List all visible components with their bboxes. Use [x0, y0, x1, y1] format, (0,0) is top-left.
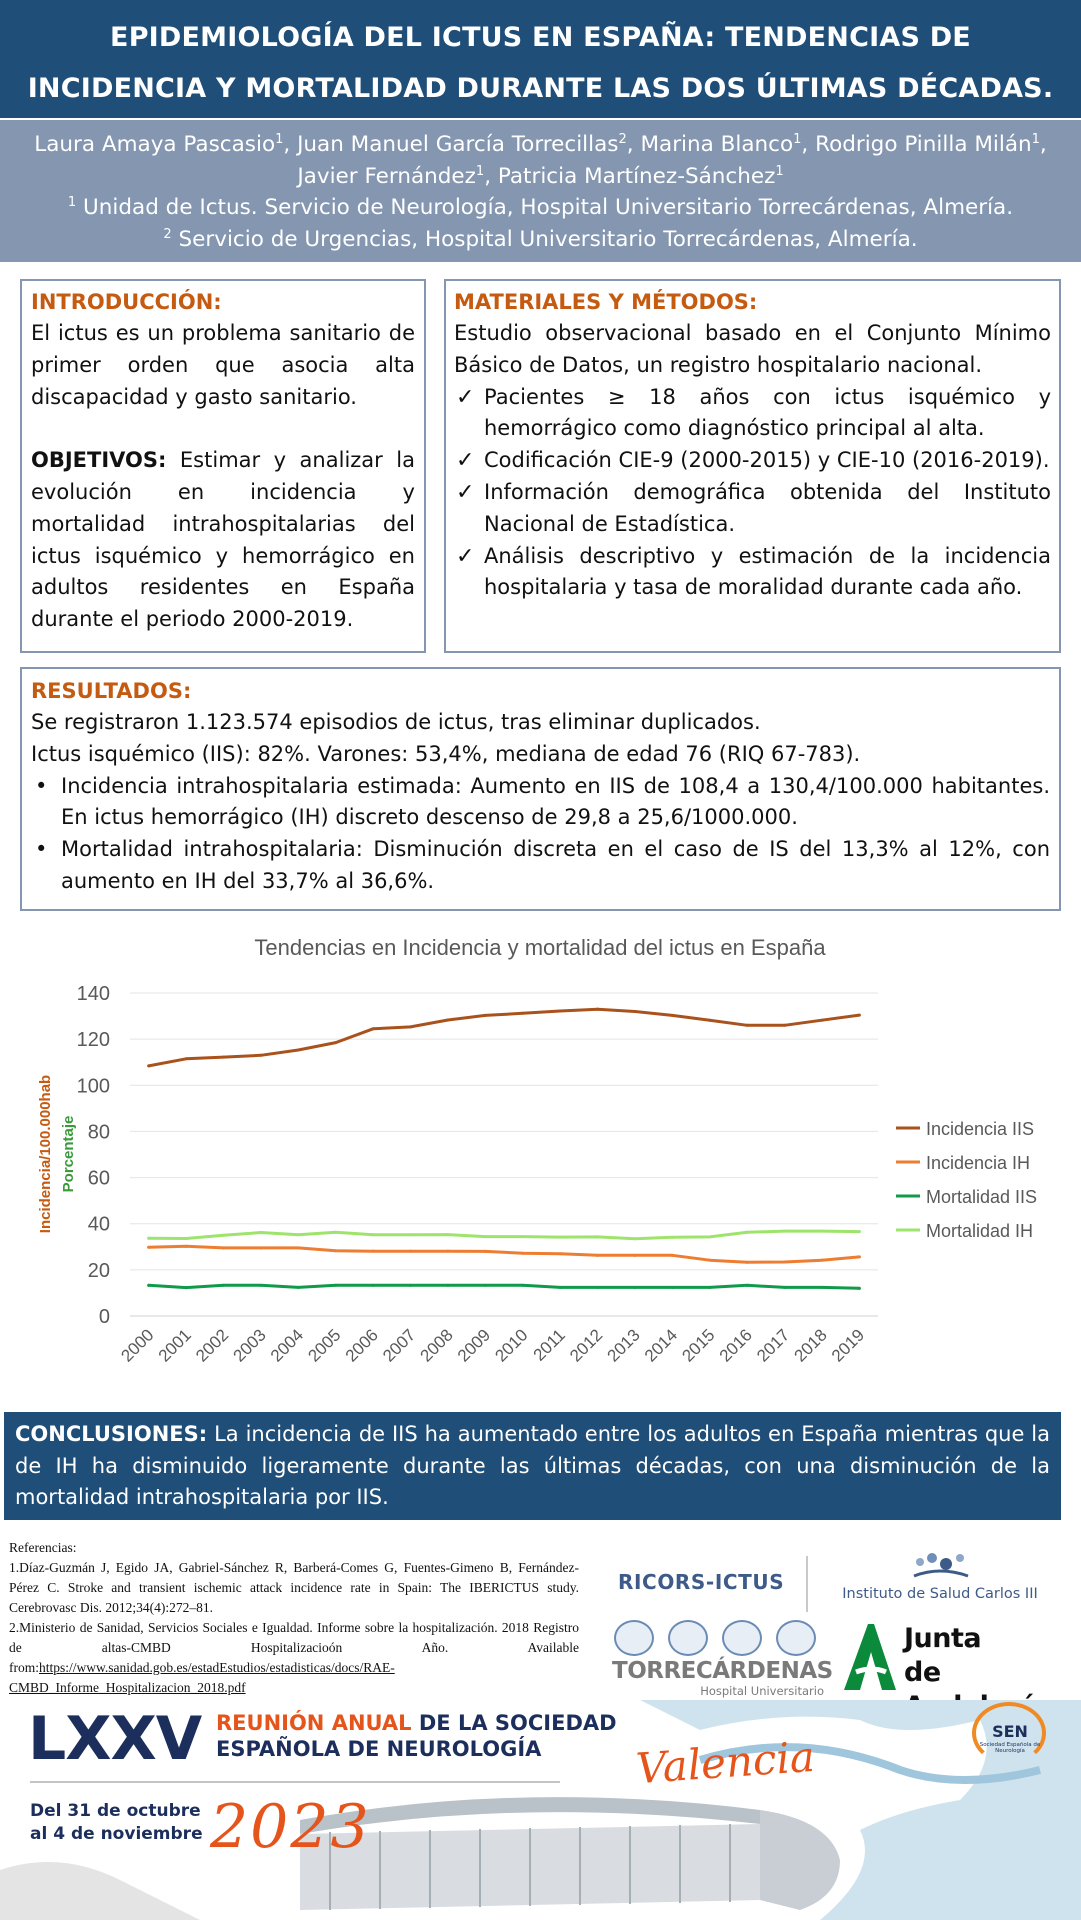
x-tick-label: 2011	[529, 1325, 569, 1365]
data-point	[746, 1231, 749, 1234]
author-sup: 1	[475, 163, 485, 179]
authors-banner	[0, 120, 1081, 262]
results-line-1: Se registraron 1.123.574 episodios de ictus, tras eliminar duplicados.	[31, 710, 761, 734]
data-point	[746, 1261, 749, 1264]
data-point	[820, 1019, 823, 1022]
intro-box	[20, 279, 426, 653]
data-point	[334, 1284, 337, 1287]
series-line	[149, 1231, 860, 1239]
results-box	[20, 667, 1061, 911]
x-tick-label: 2005	[304, 1325, 345, 1366]
bullet-icon: •	[35, 837, 48, 862]
check-icon: ✓	[456, 448, 475, 474]
intro-title: INTRODUCCIÓN:	[31, 290, 222, 314]
chart-series	[147, 1008, 861, 1290]
author-sup: 2	[618, 132, 627, 147]
congress-year: 2023	[210, 1792, 371, 1862]
data-point	[372, 1250, 375, 1253]
affiliation-sup: 2	[163, 226, 172, 242]
results-title: RESULTADOS:	[31, 679, 192, 703]
hospital-building-icon	[776, 1620, 816, 1656]
poster-title	[0, 12, 1081, 114]
data-point	[633, 1286, 636, 1289]
series-incidencia-iis	[147, 1008, 861, 1068]
author-name: , Marina Blanco	[626, 132, 794, 157]
congress-dates-line-2: al 4 de noviembre	[30, 1824, 203, 1844]
authors-line-2	[0, 161, 1081, 193]
data-point	[409, 1233, 412, 1236]
data-point	[185, 1245, 188, 1248]
legend-item	[896, 1187, 1037, 1207]
series-incidencia-ih	[147, 1245, 861, 1264]
congress-city: Valencia	[634, 1731, 817, 1794]
congress-edition: LXXV	[28, 1704, 202, 1774]
x-tick-label: 2015	[678, 1325, 719, 1366]
list-item	[454, 445, 1051, 477]
data-point	[559, 1009, 562, 1012]
data-point	[446, 1018, 449, 1021]
x-tick-label: 2000	[117, 1325, 158, 1366]
hospital-building-icon	[668, 1620, 708, 1656]
legend-label: Incidencia IH	[926, 1153, 1031, 1173]
x-tick-label: 2014	[640, 1325, 682, 1366]
data-point	[297, 1286, 300, 1289]
data-point	[521, 1012, 524, 1015]
data-point	[185, 1237, 188, 1240]
data-point	[372, 1233, 375, 1236]
series-mortalidad-iis	[147, 1284, 861, 1290]
y-tick-label: 100	[76, 1075, 110, 1098]
congress-dates-line-1: Del 31 de octubre	[30, 1801, 201, 1821]
ricors-ictus-logo: RICORS-ICTUS	[618, 1570, 785, 1594]
isciii-emblem-icon	[820, 1548, 1060, 1584]
data-point	[820, 1286, 823, 1289]
series-line	[149, 1246, 860, 1262]
reference-2-text: 2.Ministerio de Sanidad, Servicios Sociales e Igualdad. Informe sobre la hospitalización. 2018 Registro de altas-CMBD Hospitalizacioón Año. Available from:	[9, 1620, 579, 1675]
data-point	[446, 1284, 449, 1287]
intro-line: discapacidad y gasto sanitario.	[31, 384, 357, 409]
chart-title: Tendencias en Incidencia y mortalidad del ictus en España	[254, 935, 826, 960]
x-tick-label: 2006	[341, 1325, 382, 1366]
references	[9, 1538, 579, 1698]
y-tick-label: 140	[76, 983, 110, 1005]
x-tick-label: 2017	[753, 1325, 794, 1366]
y-axis-ticks	[77, 983, 110, 1328]
data-point	[259, 1284, 262, 1287]
data-point	[671, 1254, 674, 1257]
x-tick-label: 2004	[266, 1325, 308, 1366]
data-point	[746, 1024, 749, 1027]
data-point	[372, 1027, 375, 1030]
data-point	[259, 1231, 262, 1234]
title-line-1: EPIDEMIOLOGÍA DEL ICTUS EN ESPAÑA: TENDENCIAS DE	[110, 22, 971, 53]
author-sup: 1	[275, 132, 284, 147]
data-point	[147, 1064, 150, 1067]
data-point	[484, 1235, 487, 1238]
junta-a-emblem-icon	[838, 1620, 898, 1692]
congress-name-highlight: REUNIÓN ANUAL	[216, 1711, 412, 1735]
results-line-2: Ictus isquémico (IIS): 82%. Varones: 53,4%, mediana de edad 76 (RIQ 67-783).	[31, 741, 861, 766]
data-point	[559, 1252, 562, 1255]
chart-gridlines	[130, 993, 878, 1316]
torrecardenas-name: TORRECÁRDENAS	[612, 1658, 833, 1684]
data-point	[259, 1246, 262, 1249]
author-sup: 1	[793, 132, 802, 147]
congress-name-line-2: ESPAÑOLA DE NEUROLOGÍA	[216, 1737, 542, 1761]
data-point	[521, 1252, 524, 1255]
references-title: Referencias:	[9, 1540, 77, 1555]
data-point	[147, 1284, 150, 1287]
x-tick-label: 2012	[566, 1325, 607, 1366]
sen-logo	[970, 1702, 1058, 1768]
legend-label: Mortalidad IH	[926, 1221, 1034, 1241]
objectives-body: Estimar y analizar la evolución en incidencia y mortalidad intrahospitalarias del ictus isquémico y hemorrágico en adultos residentes en España durante el periodo 2000-2019.	[31, 448, 415, 632]
data-point	[858, 1230, 861, 1233]
data-point	[633, 1254, 636, 1257]
isciii-logo	[820, 1548, 1060, 1614]
data-point	[858, 1014, 861, 1017]
data-point	[596, 1008, 599, 1011]
data-point	[334, 1249, 337, 1252]
intro-line: primer orden que asocia alta	[31, 352, 415, 377]
data-point	[596, 1286, 599, 1289]
data-point	[409, 1250, 412, 1253]
author-name: , Rodrigo Pinilla Milán	[801, 132, 1032, 157]
data-point	[521, 1235, 524, 1238]
list-item-text: Análisis descriptivo y estimación de la incidencia hospitalaria y tasa de moralidad durante cada año.	[484, 543, 1051, 600]
data-point	[521, 1284, 524, 1287]
y-tick-label: 20	[87, 1259, 110, 1282]
torrecardenas-sub: Hospital Universitario	[700, 1684, 824, 1698]
x-tick-label: 2003	[229, 1325, 270, 1366]
list-item	[31, 834, 1050, 898]
data-point	[708, 1286, 711, 1289]
author-name: , Patricia Martínez-Sánchez	[484, 163, 776, 189]
authors-line-1: Laura Amaya Pascasio$^1$, Juan Manuel García Torrecillas$^2$, Marina Blanco$^1$, Rodrigo Pinilla Milán$^1$,	[34, 132, 1047, 157]
affiliation-2	[0, 224, 1081, 256]
data-point	[334, 1041, 337, 1044]
list-item-text: Codificación CIE-9 (2000-2015) y CIE-10 (2016-2019).	[484, 448, 1050, 473]
list-item	[454, 477, 1051, 541]
trend-chart	[20, 935, 1061, 1385]
data-point	[633, 1237, 636, 1240]
data-point	[259, 1054, 262, 1057]
data-point	[596, 1254, 599, 1257]
objectives-label: OBJETIVOS:	[31, 448, 167, 473]
sen-name: SEN	[992, 1722, 1028, 1741]
bullet-icon: •	[35, 773, 48, 798]
objectives-text	[31, 445, 415, 636]
list-item	[454, 382, 1051, 446]
data-point	[783, 1024, 786, 1027]
congress-banner	[0, 1700, 1081, 1920]
ground-texture	[0, 1862, 200, 1920]
x-tick-label: 2002	[192, 1325, 233, 1366]
list-item	[31, 771, 1050, 835]
methods-checklist	[454, 382, 1051, 605]
data-point	[185, 1286, 188, 1289]
data-point	[671, 1286, 674, 1289]
results-bullets	[31, 771, 1050, 898]
check-icon: ✓	[456, 543, 475, 569]
x-tick-label: 2009	[453, 1325, 495, 1366]
data-point	[858, 1287, 861, 1290]
intro-text	[31, 318, 415, 413]
data-point	[783, 1286, 786, 1289]
list-item-text: Incidencia intrahospitalaria estimada: Aumento en IIS de 108,4 a 130,4/100.000 habitantes. En ictus hemorrágico (IH) discreto descenso de 29,8 a 25,6/1000.000.	[61, 773, 1050, 830]
junta-line-1: Junta	[904, 1623, 982, 1654]
series-line	[149, 1009, 860, 1066]
data-point	[559, 1286, 562, 1289]
author-sup: 1	[1031, 132, 1040, 147]
check-icon: ✓	[456, 479, 475, 505]
torrecardenas-logo	[612, 1620, 833, 1698]
legend-label: Mortalidad IIS	[926, 1187, 1038, 1207]
data-point	[409, 1284, 412, 1287]
reference-1: 1.Díaz-Guzmán J, Egido JA, Gabriel-Sánchez R, Barberá-Comes G, Fuentes-Gimeno B, Fernández-Pérez C. Stroke and transient ischemic attack incidence rate in Spain: The IBERICTUS study. Cerebrovasc Dis. 2012;34(4):272–81.	[9, 1560, 579, 1615]
legend-label: Incidencia IIS	[926, 1119, 1035, 1139]
x-tick-label: 2010	[491, 1325, 532, 1366]
list-item	[454, 541, 1051, 605]
data-point	[559, 1236, 562, 1239]
author-sup: 1	[775, 163, 784, 179]
list-item-text: Información demográfica obtenida del Instituto Nacional de Estadística.	[484, 479, 1051, 536]
y-tick-label: 60	[87, 1167, 110, 1190]
title-line-2: INCIDENCIA Y MORTALIDAD DURANTE LAS DOS ÚLTIMAS DÉCADAS.	[27, 73, 1054, 104]
author-name: Laura Amaya Pascasio	[34, 132, 276, 157]
data-point	[372, 1284, 375, 1287]
legend-item	[896, 1119, 1034, 1139]
data-point	[671, 1236, 674, 1239]
data-point	[222, 1284, 225, 1287]
data-point	[297, 1048, 300, 1051]
series-line	[149, 1285, 860, 1288]
junta-line-2: de	[904, 1657, 941, 1688]
congress-dates	[30, 1800, 203, 1846]
reference-2-link[interactable]: https://www.sanidad.gob.es/estadEstudios/estadisticas/docs/RAE-CMBD_Informe_Hospitalizacion_2018.pdf	[9, 1660, 395, 1695]
affiliation-1	[0, 192, 1081, 224]
methods-intro: Estudio observacional basado en el Conjunto Mínimo Básico de Datos, un registro hospitalario nacional.	[454, 321, 1051, 377]
junta-andalucia-logo	[838, 1620, 1068, 1692]
data-point	[222, 1234, 225, 1237]
isciii-name: Instituto de Salud Carlos III	[842, 1586, 1038, 1602]
x-tick-label: 2016	[715, 1325, 756, 1366]
x-tick-label: 2018	[790, 1325, 831, 1366]
data-point	[708, 1019, 711, 1022]
y-tick-label: 80	[87, 1121, 110, 1144]
data-point	[708, 1259, 711, 1262]
x-axis-ticks	[117, 1325, 868, 1365]
author-name: Javier Fernández	[297, 163, 476, 189]
conclusions-text: La incidencia de IIS ha aumentado entre los adultos en España mientras que la de IH ha disminuido ligeramente durante las últimas décadas, con una disminución de la mortalidad intrahospitalaria por IIS.	[15, 1422, 1050, 1509]
y-tick-label: 0	[98, 1306, 110, 1328]
conclusions-box	[4, 1412, 1061, 1520]
data-point	[446, 1250, 449, 1253]
x-tick-label: 2008	[416, 1325, 457, 1366]
data-point	[147, 1237, 150, 1240]
data-point	[633, 1010, 636, 1013]
building-structure-icon	[300, 1797, 840, 1910]
data-point	[185, 1057, 188, 1060]
chart-legend	[896, 1119, 1037, 1241]
data-point	[484, 1284, 487, 1287]
methods-box	[444, 279, 1061, 653]
data-point	[484, 1250, 487, 1253]
data-point	[334, 1231, 337, 1234]
hospital-building-icon	[722, 1620, 762, 1656]
data-point	[783, 1230, 786, 1233]
affiliation-text: Unidad de Ictus. Servicio de Neurología, Hospital Universitario Torrecárdenas, Almería.	[76, 195, 1014, 220]
author-name: , Juan Manuel García Torrecillas	[283, 132, 619, 157]
y-axis-label-percentage: Porcentaje	[60, 1115, 77, 1193]
x-tick-label: 2001	[154, 1325, 195, 1366]
y-tick-label: 120	[76, 1029, 110, 1052]
sen-sub: Sociedad Española de Neurología	[979, 1742, 1041, 1754]
data-point	[222, 1246, 225, 1249]
affiliation-sup: 1	[67, 195, 77, 210]
legend-item	[896, 1221, 1033, 1241]
series-mortalidad-ih	[147, 1230, 861, 1241]
affiliation-text: Servicio de Urgencias, Hospital Universitario Torrecárdenas, Almería.	[171, 226, 918, 252]
congress-name	[216, 1710, 617, 1762]
reference-2	[9, 1618, 579, 1698]
congress-name-rest: DE LA SOCIEDAD	[411, 1711, 617, 1735]
intro-line: El ictus es un problema sanitario de	[31, 321, 415, 345]
data-point	[484, 1014, 487, 1017]
data-point	[446, 1233, 449, 1236]
data-point	[820, 1230, 823, 1233]
data-point	[297, 1246, 300, 1249]
data-point	[671, 1014, 674, 1017]
trend-chart-svg	[20, 935, 1061, 1385]
data-point	[746, 1284, 749, 1287]
logo-divider	[806, 1556, 808, 1612]
data-point	[147, 1246, 150, 1249]
legend-item	[896, 1153, 1030, 1173]
x-tick-label: 2013	[603, 1325, 644, 1366]
methods-title: MATERIALES Y MÉTODOS:	[454, 290, 758, 314]
list-item-text: Mortalidad intrahospitalaria: Disminución discreta en el caso de IS del 13,3% al 12%, con aumento en IH del 33,7% al 36,6%.	[61, 837, 1050, 893]
x-tick-label: 2007	[379, 1325, 420, 1366]
x-tick-label: 2019	[827, 1325, 869, 1366]
y-axis-label-incidence: Incidencia/100.000hab	[37, 1074, 54, 1234]
data-point	[222, 1056, 225, 1059]
conclusions-label: CONCLUSIONES:	[15, 1422, 208, 1446]
data-point	[708, 1235, 711, 1238]
data-point	[820, 1259, 823, 1262]
y-tick-label: 40	[87, 1213, 110, 1236]
data-point	[297, 1233, 300, 1236]
data-point	[596, 1235, 599, 1238]
list-item-text: Pacientes ≥ 18 años con ictus isquémico y hemorrágico como diagnóstico principal al alta.	[484, 384, 1051, 441]
data-point	[409, 1025, 412, 1028]
check-icon: ✓	[456, 384, 475, 410]
data-point	[783, 1261, 786, 1264]
title-banner	[0, 0, 1081, 118]
hospital-building-icon	[614, 1620, 654, 1656]
data-point	[858, 1255, 861, 1258]
